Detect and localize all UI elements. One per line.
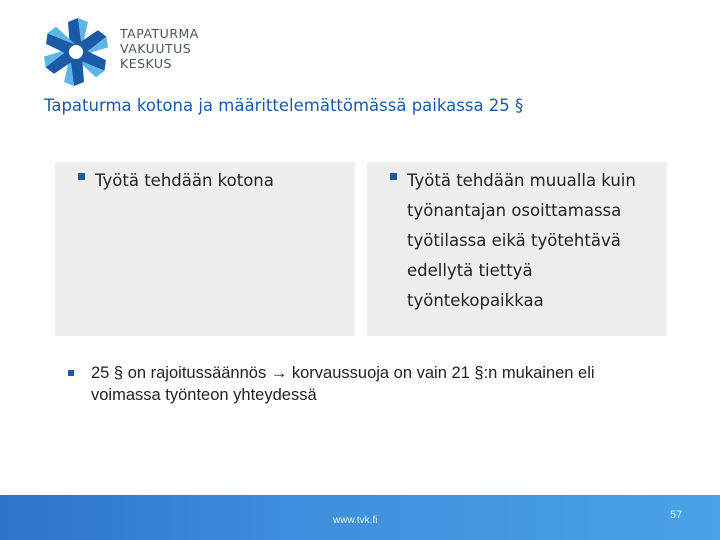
footer-url[interactable]: www.tvk.fi [333, 515, 378, 526]
box-left-text: Työtä tehdään kotona [95, 171, 274, 190]
star-logo-icon [38, 14, 114, 90]
bullet-square-icon [390, 173, 397, 180]
logo-line-1: TAPATURMA [120, 26, 199, 41]
content-box-left [55, 162, 355, 336]
bullet-square-icon [68, 370, 74, 376]
content-box-right [367, 162, 667, 336]
slide-title: Tapaturma kotona ja määrittelemättömässä paikassa 25 § [44, 96, 524, 115]
logo-wordmark [120, 26, 199, 71]
note-text: 25 § on rajoitussäännös → korvaussuoja on vain 21 §:n mukainen eli voimassa työnteon yhteydessä [91, 364, 595, 404]
logo [30, 12, 230, 92]
logo-line-2: VAKUUTUS [120, 41, 192, 56]
logo-line-3: KESKUS [120, 56, 172, 71]
page-number: 57 [670, 509, 683, 521]
bullet-square-icon [78, 173, 85, 180]
footer-bar [0, 495, 720, 540]
box-right-text: Työtä tehdään muualla kuin työnantajan osoittamassa työtilassa eikä työtehtävä edellytä tiettyä työntekopaikkaa [407, 171, 636, 310]
